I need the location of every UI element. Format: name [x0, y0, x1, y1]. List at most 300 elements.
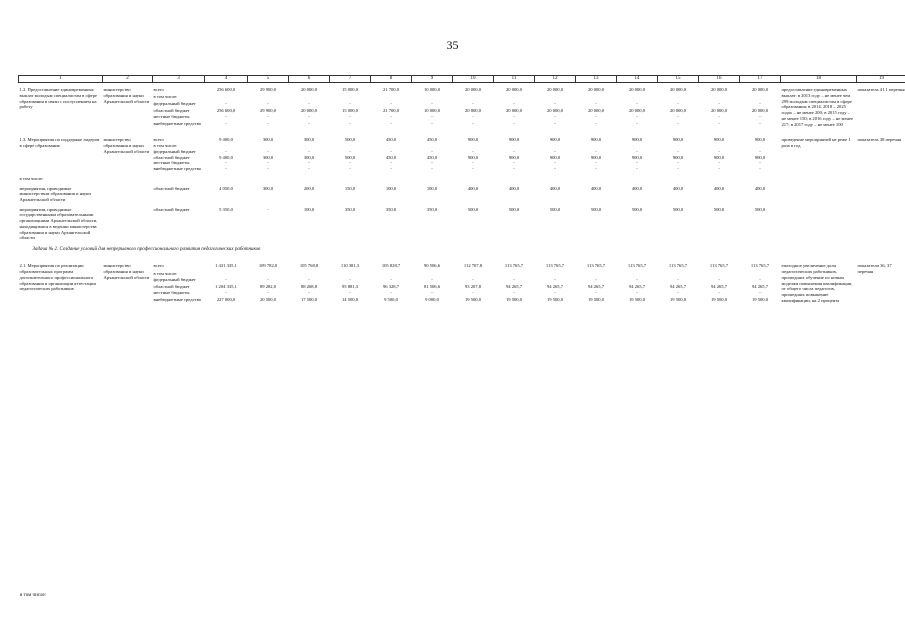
- amount-cell: -: [308, 148, 310, 154]
- amount-cell: 94 265,7: [505, 283, 523, 289]
- amount-cell: -: [308, 101, 310, 107]
- amount-cell: 20 000,0: [669, 87, 687, 93]
- column-number: 15: [658, 76, 699, 83]
- amount-cell: 19 500,0: [710, 296, 728, 302]
- amount-cell: -: [225, 101, 227, 107]
- in-that-number-row: [19, 172, 905, 182]
- amount-cell: 20 000,0: [546, 87, 564, 93]
- amount-cell: [205, 271, 248, 278]
- amount-cell: -: [349, 101, 351, 107]
- amount-cell: 10 000,0: [423, 107, 441, 113]
- amount-cell: -: [636, 101, 638, 107]
- amount-cell: 94 265,7: [751, 283, 769, 289]
- column-number: 19: [857, 76, 905, 83]
- amount-cell: -: [349, 114, 351, 120]
- column-number: 1: [19, 76, 103, 83]
- amount-cell: -: [267, 114, 269, 120]
- amount-cell: [371, 94, 412, 101]
- funding-source: всего: [153, 263, 164, 269]
- amount-cell: -: [267, 277, 269, 283]
- column-number: 3: [153, 76, 205, 83]
- amount-cell: 19 500,0: [669, 296, 687, 302]
- amount-cell: 400,0: [713, 185, 725, 191]
- amount-cell: 9 000,0: [425, 296, 439, 302]
- amount-cell: -: [513, 166, 515, 172]
- amount-cell: 500,0: [754, 206, 766, 212]
- amount-cell: 29 900,0: [259, 87, 277, 93]
- amount-cell: -: [513, 277, 515, 283]
- amount-cell: 900,0: [549, 154, 561, 160]
- amount-cell: [494, 271, 535, 278]
- amount-cell: 20 000,0: [464, 107, 482, 113]
- amount-cell: -: [554, 120, 556, 126]
- amount-cell: 20 000,0: [628, 107, 646, 113]
- amount-cell: -: [349, 166, 351, 172]
- amount-cell: -: [554, 160, 556, 166]
- amount-cell: 21 700,0: [382, 87, 400, 93]
- amount-cell: -: [349, 120, 351, 126]
- measure-1-2-executor: министерство образования и науки Архангельской области: [103, 87, 150, 104]
- amount-cell: 9 400,0: [219, 154, 233, 160]
- column-number: 4: [205, 76, 248, 83]
- amount-cell: 105 768,8: [299, 263, 319, 269]
- sub-measure-name: мероприятия, проводимые министерством образования и науки Архангельской области: [19, 185, 91, 202]
- amount-cell: -: [718, 290, 720, 296]
- amount-cell: [494, 94, 535, 101]
- amount-cell: -: [636, 160, 638, 166]
- amount-cell: 89 282,0: [259, 283, 277, 289]
- amount-cell: -: [677, 120, 679, 126]
- amount-cell: 900,0: [467, 137, 479, 143]
- amount-cell: 95 881,3: [341, 283, 359, 289]
- amount-cell: [699, 94, 740, 101]
- amount-cell: 19 500,0: [546, 296, 564, 302]
- amount-cell: -: [513, 114, 515, 120]
- column-number: 2: [103, 76, 153, 83]
- amount-cell: -: [718, 101, 720, 107]
- column-number: 6: [289, 76, 330, 83]
- amount-cell: [453, 271, 494, 278]
- amount-cell: -: [759, 114, 761, 120]
- measure-1-3-name: 1.3. Мероприятия по поддержке лидеров в сфере образования: [19, 137, 100, 149]
- funding-source: местные бюджеты: [153, 290, 190, 296]
- amount-cell: 19 500,0: [464, 296, 482, 302]
- amount-cell: -: [636, 290, 638, 296]
- amount-cell: 94 265,7: [669, 283, 687, 289]
- amount-cell: 256 600,0: [216, 107, 236, 113]
- amount-cell: 110 381,3: [340, 263, 360, 269]
- amount-cell: 88 268,8: [300, 283, 318, 289]
- table-row: [19, 259, 905, 270]
- amount-cell: 20 000,0: [505, 107, 523, 113]
- amount-cell: 400,0: [754, 185, 766, 191]
- amount-cell: -: [595, 290, 597, 296]
- amount-cell: [330, 271, 371, 278]
- amount-cell: 500,0: [631, 206, 643, 212]
- amount-cell: -: [554, 290, 556, 296]
- amount-cell: -: [513, 120, 515, 126]
- amount-cell: 900,0: [754, 137, 766, 143]
- amount-cell: 100,0: [303, 206, 315, 212]
- amount-cell: -: [308, 166, 310, 172]
- amount-cell: -: [267, 206, 269, 212]
- amount-cell: [535, 94, 576, 101]
- in-that-number-label: в том числе:: [19, 175, 44, 181]
- amount-cell: [658, 271, 699, 278]
- amount-cell: 256 600,0: [216, 87, 236, 93]
- amount-cell: 500,0: [549, 206, 561, 212]
- funding-source: всего: [153, 137, 164, 143]
- amount-cell: 900,0: [631, 154, 643, 160]
- amount-cell: -: [431, 166, 433, 172]
- amount-cell: -: [390, 148, 392, 154]
- amount-cell: -: [636, 120, 638, 126]
- page-number: 35: [446, 38, 459, 52]
- amount-cell: -: [759, 277, 761, 283]
- amount-cell: 20 000,0: [587, 87, 605, 93]
- amount-cell: 20 000,0: [751, 87, 769, 93]
- amount-cell: -: [718, 166, 720, 172]
- amount-cell: 19 500,0: [505, 296, 523, 302]
- amount-cell: -: [554, 148, 556, 154]
- amount-cell: -: [677, 101, 679, 107]
- amount-cell: 19 500,0: [751, 296, 769, 302]
- amount-cell: -: [759, 101, 761, 107]
- amount-cell: 20 000,0: [546, 107, 564, 113]
- amount-cell: 90 506,6: [423, 263, 441, 269]
- amount-cell: -: [267, 290, 269, 296]
- amount-cell: 500,0: [590, 206, 602, 212]
- amount-cell: 15 000,0: [341, 107, 359, 113]
- sub-measure-executor: [103, 203, 153, 241]
- amount-cell: -: [308, 114, 310, 120]
- column-number: 9: [412, 76, 453, 83]
- column-number: 11: [494, 76, 535, 83]
- amount-cell: 300,0: [262, 185, 274, 191]
- amount-cell: 900,0: [754, 154, 766, 160]
- amount-cell: -: [718, 160, 720, 166]
- budget-table: [18, 75, 905, 304]
- amount-cell: -: [267, 120, 269, 126]
- amount-cell: -: [513, 101, 515, 107]
- amount-cell: -: [513, 160, 515, 166]
- funding-source: внебюджетные средства: [153, 296, 201, 302]
- amount-cell: -: [225, 277, 227, 283]
- amount-cell: [535, 271, 576, 278]
- amount-cell: 300,0: [303, 137, 315, 143]
- amount-cell: [617, 271, 658, 278]
- sub-measure-row: [19, 203, 905, 241]
- amount-cell: -: [349, 290, 351, 296]
- amount-cell: -: [472, 148, 474, 154]
- funding-source: областной бюджет: [153, 283, 190, 289]
- amount-cell: 112 707,8: [463, 263, 483, 269]
- amount-cell: 9 500,0: [384, 296, 398, 302]
- amount-cell: -: [759, 166, 761, 172]
- amount-cell: 96 328,7: [382, 283, 400, 289]
- column-number: 10: [453, 76, 494, 83]
- amount-cell: 350,0: [426, 206, 438, 212]
- amount-cell: -: [390, 277, 392, 283]
- amount-cell: 450,0: [426, 154, 438, 160]
- amount-cell: 81 506,6: [423, 283, 441, 289]
- table-row: [19, 133, 905, 143]
- column-number: 12: [535, 76, 576, 83]
- amount-cell: 17 500,0: [300, 296, 318, 302]
- funding-source: областной бюджет: [153, 107, 190, 113]
- budget-table-wrapper: [18, 75, 905, 304]
- amount-cell: -: [718, 120, 720, 126]
- sub-measure-executor: [103, 182, 153, 203]
- amount-cell: 500,0: [467, 206, 479, 212]
- measure-2-1-indicator-link: показатели 36, 37 перечня: [857, 263, 892, 275]
- amount-cell: -: [595, 166, 597, 172]
- funding-source: областной бюджет: [153, 185, 190, 191]
- amount-cell: -: [390, 160, 392, 166]
- amount-cell: -: [349, 160, 351, 166]
- amount-cell: -: [225, 148, 227, 154]
- amount-cell: 113 765,7: [586, 263, 606, 269]
- measure-1-3-executor: министерство образования и науки Архангельской области: [103, 137, 150, 154]
- amount-cell: -: [677, 160, 679, 166]
- column-number: 7: [330, 76, 371, 83]
- amount-cell: 300,0: [303, 154, 315, 160]
- amount-cell: -: [308, 160, 310, 166]
- funding-source: областной бюджет: [153, 154, 190, 160]
- amount-cell: [205, 94, 248, 101]
- column-number: 16: [699, 76, 740, 83]
- column-number-header: [19, 76, 905, 83]
- amount-cell: [412, 271, 453, 278]
- amount-cell: -: [636, 114, 638, 120]
- amount-cell: 29 900,0: [259, 107, 277, 113]
- measure-1-3-result: проведение мероприятий не реже 1 раза в год: [781, 137, 851, 149]
- amount-cell: [453, 94, 494, 101]
- measure-1-2-result: предоставление единовременных выплат: в 2013 году – не менее чем 299 молодым специалистам в сфере образования; в 2014, 2018 – 2025 годах – не менее 200; в 2015 году – не менее 150; в 2016 году – не менее 217; в 2017 году – не менее 100: [781, 87, 854, 127]
- amount-cell: 500,0: [508, 206, 520, 212]
- amount-cell: -: [472, 120, 474, 126]
- amount-cell: -: [390, 114, 392, 120]
- amount-cell: -: [759, 290, 761, 296]
- amount-cell: -: [718, 114, 720, 120]
- amount-cell: [576, 271, 617, 278]
- amount-cell: -: [472, 277, 474, 283]
- amount-cell: 450,0: [385, 154, 397, 160]
- amount-cell: [617, 94, 658, 101]
- amount-cell: 1 431 335,1: [215, 263, 237, 269]
- funding-source: федеральный бюджет: [153, 277, 196, 283]
- amount-cell: -: [431, 120, 433, 126]
- amount-cell: 450,0: [426, 137, 438, 143]
- funding-source: федеральный бюджет: [153, 101, 196, 107]
- tail-in-that-number-label: в том числе:: [20, 593, 47, 598]
- amount-cell: 100,0: [385, 185, 397, 191]
- sub-measure-name: мероприятия, проводимые государственными образовательными организациями Архангельской области, находящимися в ведении министерства образования и науки Архангельской области: [19, 206, 98, 241]
- amount-cell: -: [225, 290, 227, 296]
- sub-measure-result: [781, 203, 857, 241]
- amount-cell: -: [308, 290, 310, 296]
- column-number: 5: [248, 76, 289, 83]
- amount-cell: 400,0: [672, 185, 684, 191]
- amount-cell: 500,0: [344, 154, 356, 160]
- amount-cell: 20 000,0: [628, 87, 646, 93]
- amount-cell: -: [472, 166, 474, 172]
- amount-cell: -: [513, 290, 515, 296]
- amount-cell: 10 000,0: [423, 87, 441, 93]
- amount-cell: 400,0: [590, 185, 602, 191]
- amount-cell: 113 765,7: [668, 263, 688, 269]
- amount-cell: [699, 271, 740, 278]
- amount-cell: -: [677, 148, 679, 154]
- amount-cell: 94 265,7: [546, 283, 564, 289]
- column-number: 14: [617, 76, 658, 83]
- sub-measure-link: [857, 203, 905, 241]
- amount-cell: 900,0: [713, 137, 725, 143]
- amount-cell: 900,0: [508, 154, 520, 160]
- amount-cell: 20 000,0: [710, 107, 728, 113]
- amount-cell: -: [225, 120, 227, 126]
- amount-cell: 113 765,7: [750, 263, 770, 269]
- table-row: [19, 83, 905, 95]
- measure-1-2-indicator-link: показатель 41.1 перечня: [857, 87, 905, 93]
- amount-cell: -: [267, 101, 269, 107]
- amount-cell: -: [349, 148, 351, 154]
- amount-cell: 900,0: [508, 137, 520, 143]
- amount-cell: 20 500,0: [259, 296, 277, 302]
- amount-cell: 1 204 335,1: [215, 283, 237, 289]
- amount-cell: 94 265,7: [710, 283, 728, 289]
- amount-cell: -: [636, 166, 638, 172]
- amount-cell: [248, 94, 289, 101]
- funding-source: в том числе:: [153, 94, 178, 100]
- amount-cell: 9 400,0: [219, 137, 233, 143]
- amount-cell: 113 765,7: [709, 263, 729, 269]
- funding-source: областной бюджет: [153, 206, 190, 212]
- amount-cell: 900,0: [672, 137, 684, 143]
- amount-cell: -: [677, 277, 679, 283]
- amount-cell: 20 000,0: [751, 107, 769, 113]
- amount-cell: -: [554, 166, 556, 172]
- amount-cell: 20 000,0: [464, 87, 482, 93]
- amount-cell: -: [431, 148, 433, 154]
- amount-cell: 300,0: [262, 154, 274, 160]
- amount-cell: -: [472, 114, 474, 120]
- funding-source: внебюджетные средства: [153, 120, 201, 126]
- amount-cell: -: [431, 290, 433, 296]
- amount-cell: -: [718, 148, 720, 154]
- amount-cell: -: [595, 160, 597, 166]
- amount-cell: 20 000,0: [300, 87, 318, 93]
- amount-cell: -: [472, 290, 474, 296]
- funding-source: всего: [153, 87, 164, 93]
- amount-cell: -: [718, 277, 720, 283]
- amount-cell: -: [595, 114, 597, 120]
- amount-cell: 94 265,7: [587, 283, 605, 289]
- amount-cell: 20 000,0: [587, 107, 605, 113]
- amount-cell: -: [431, 114, 433, 120]
- amount-cell: -: [677, 290, 679, 296]
- funding-source: внебюджетные средства: [153, 166, 201, 172]
- amount-cell: 900,0: [590, 137, 602, 143]
- funding-source: федеральный бюджет: [153, 148, 196, 154]
- amount-cell: 400,0: [508, 185, 520, 191]
- amount-cell: 113 765,7: [545, 263, 565, 269]
- amount-cell: [740, 271, 781, 278]
- amount-cell: -: [390, 101, 392, 107]
- amount-cell: -: [595, 148, 597, 154]
- amount-cell: 150,0: [344, 185, 356, 191]
- amount-cell: 20 000,0: [505, 87, 523, 93]
- amount-cell: 21 700,0: [382, 107, 400, 113]
- amount-cell: 113 765,7: [627, 263, 647, 269]
- amount-cell: -: [759, 160, 761, 166]
- sub-measure-result: [781, 182, 857, 203]
- amount-cell: -: [390, 120, 392, 126]
- amount-cell: 900,0: [549, 137, 561, 143]
- measure-1-2-name: 1.2. Предоставление единовременных выплат молодым специалистам в сфере образования в связи с поступлением на работу: [19, 87, 97, 110]
- measure-1-3-indicator-link: показатель 38 перечня: [857, 137, 902, 143]
- amount-cell: 900,0: [467, 154, 479, 160]
- funding-source: местные бюджеты: [153, 160, 190, 166]
- amount-cell: -: [677, 166, 679, 172]
- amount-cell: -: [595, 277, 597, 283]
- amount-cell: 900,0: [672, 154, 684, 160]
- amount-cell: [740, 94, 781, 101]
- amount-cell: 20 000,0: [300, 107, 318, 113]
- amount-cell: [658, 94, 699, 101]
- funding-source: в том числе:: [153, 270, 178, 276]
- amount-cell: 400,0: [631, 185, 643, 191]
- amount-cell: 100,0: [426, 185, 438, 191]
- amount-cell: -: [595, 101, 597, 107]
- amount-cell: 113 765,7: [504, 263, 524, 269]
- amount-cell: 15 000,0: [341, 87, 359, 93]
- amount-cell: 200,0: [303, 185, 315, 191]
- amount-cell: -: [308, 277, 310, 283]
- amount-cell: 4 050,0: [219, 185, 233, 191]
- amount-cell: -: [390, 166, 392, 172]
- amount-cell: 93 207,8: [464, 283, 482, 289]
- amount-cell: [289, 271, 330, 278]
- amount-cell: 500,0: [672, 206, 684, 212]
- sub-measure-link: [857, 182, 905, 203]
- amount-cell: -: [225, 166, 227, 172]
- amount-cell: -: [554, 101, 556, 107]
- amount-cell: -: [267, 166, 269, 172]
- amount-cell: [289, 94, 330, 101]
- measure-2-1-name: 2.1. Мероприятия по реализации образовательных программ дополнительного профессионального образования и организации аттестации педагогических работников: [19, 263, 96, 292]
- column-number: 13: [576, 76, 617, 83]
- measure-2-1-executor: министерство образования и науки Архангельской области: [103, 263, 150, 280]
- amount-cell: 450,0: [385, 137, 397, 143]
- amount-cell: -: [513, 148, 515, 154]
- amount-cell: -: [431, 277, 433, 283]
- amount-cell: -: [472, 101, 474, 107]
- amount-cell: [412, 94, 453, 101]
- goal-title: Задача № 2. Создание условий для непрерывного профессионального развития педагогических работников: [32, 247, 261, 253]
- amount-cell: -: [225, 160, 227, 166]
- amount-cell: [371, 271, 412, 278]
- amount-cell: 20 000,0: [710, 87, 728, 93]
- amount-cell: [248, 271, 289, 278]
- sub-measure-row: [19, 182, 905, 203]
- amount-cell: 20 000,0: [669, 107, 687, 113]
- amount-cell: 400,0: [549, 185, 561, 191]
- funding-source: в том числе:: [153, 143, 178, 149]
- amount-cell: -: [472, 160, 474, 166]
- column-number: 17: [740, 76, 781, 83]
- amount-cell: -: [636, 148, 638, 154]
